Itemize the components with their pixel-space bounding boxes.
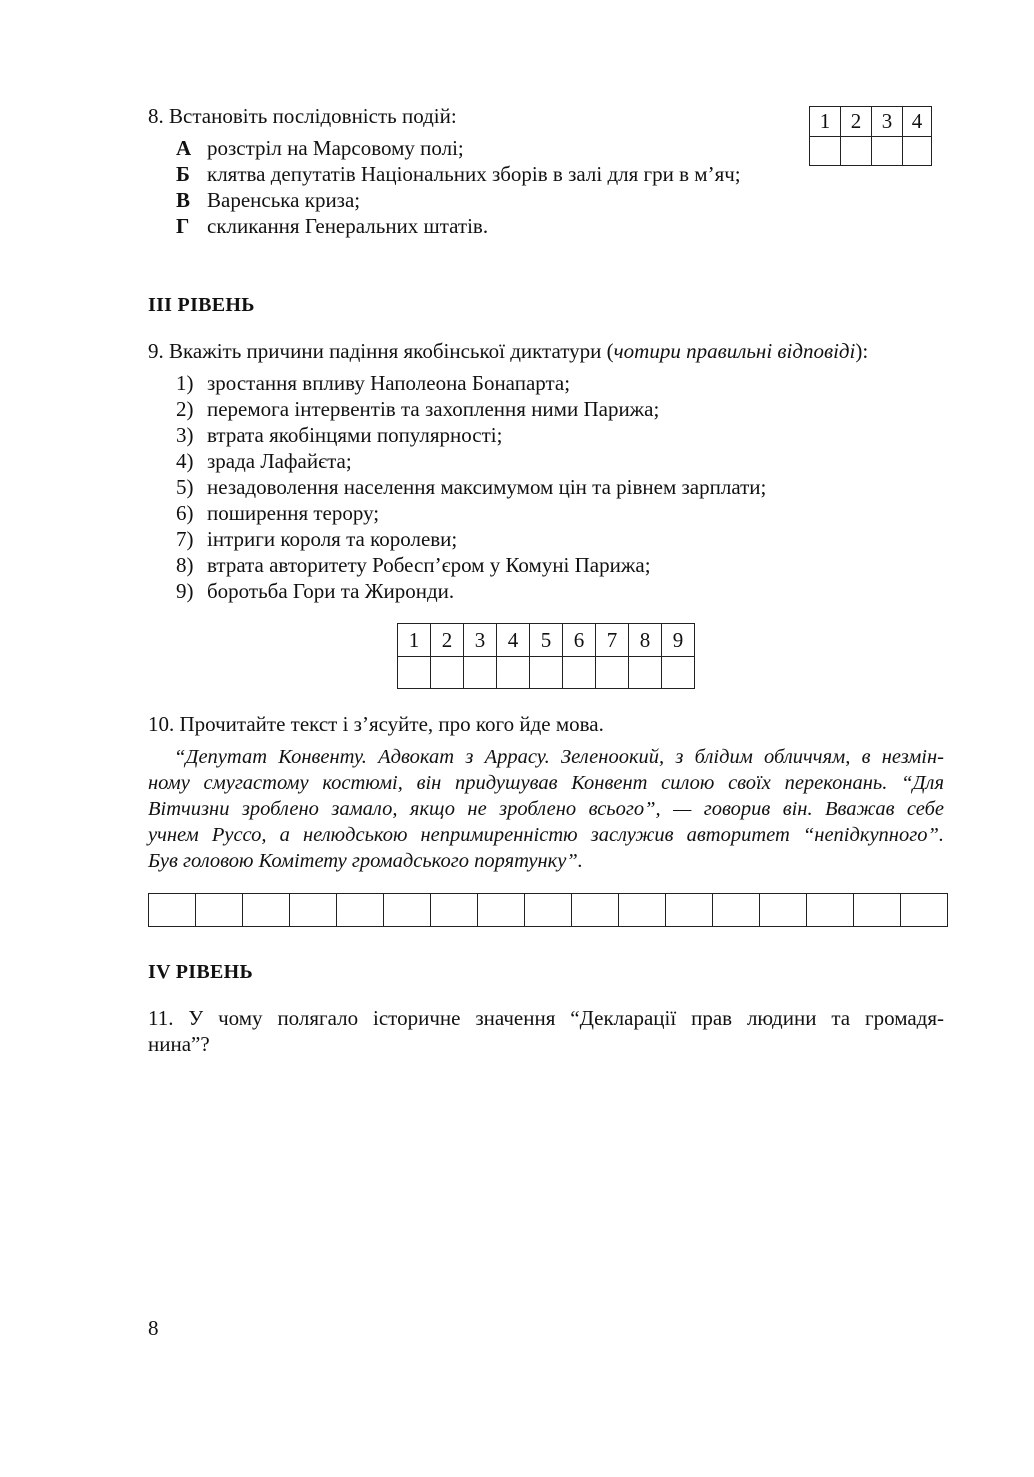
option-text: Варенська криза; — [207, 188, 361, 212]
answer-cell[interactable] — [196, 894, 243, 927]
question-11-line: 11. У чому полягало історичне значення “Декларації прав людини та громадя- — [148, 1006, 944, 1030]
option-number: 2) — [176, 397, 194, 421]
q8-option-c — [176, 187, 360, 213]
option-text: зрада Лафайєта; — [207, 449, 352, 473]
q10-answer-grid — [148, 893, 948, 927]
answer-cell[interactable] — [337, 894, 384, 927]
q9-option-1 — [176, 370, 570, 396]
q8-option-d — [176, 213, 488, 239]
option-letter: Г — [176, 214, 190, 238]
answer-cell[interactable] — [903, 137, 932, 166]
question-11 — [148, 1005, 944, 1057]
q9-option-3 — [176, 422, 502, 448]
q8-option-b — [176, 161, 741, 187]
option-text: інтриги короля та королеви; — [207, 527, 458, 551]
answer-cell[interactable] — [713, 894, 760, 927]
option-number: 5) — [176, 475, 194, 499]
option-number: 8) — [176, 553, 194, 577]
option-number: 6) — [176, 501, 194, 525]
grid-header-cell: 3 — [872, 107, 903, 137]
level-4-heading: IV РІВЕНЬ — [148, 961, 254, 983]
q9-option-6 — [176, 500, 379, 526]
option-letter: Б — [176, 162, 190, 186]
grid-header-cell: 9 — [662, 624, 695, 657]
answer-cell[interactable] — [398, 657, 431, 689]
q8-answer-grid — [809, 106, 932, 166]
grid-header-cell: 7 — [596, 624, 629, 657]
answer-cell[interactable] — [530, 657, 563, 689]
grid-header-cell: 4 — [903, 107, 932, 137]
quote-line: ному смугастому костюмі, він придушував Конвент силою своїх переконань. “Для — [148, 772, 944, 794]
answer-cell[interactable] — [619, 894, 666, 927]
quote-line-text: “Депутат Конвенту. Адвокат з Аррасу. Зеленоокий, з блідим обличчям, в незмін- — [174, 746, 944, 768]
question-9-title — [148, 339, 868, 364]
answer-cell[interactable] — [596, 657, 629, 689]
answer-cell[interactable] — [290, 894, 337, 927]
grid-header-cell: 8 — [629, 624, 662, 657]
answer-cell[interactable] — [810, 137, 841, 166]
q9-option-9 — [176, 578, 454, 604]
answer-cell[interactable] — [872, 137, 903, 166]
q9-option-8 — [176, 552, 651, 578]
answer-cell[interactable] — [384, 894, 431, 927]
answer-cell[interactable] — [760, 894, 807, 927]
answer-cell[interactable] — [431, 657, 464, 689]
option-letter: В — [176, 188, 191, 212]
option-number: 3) — [176, 423, 194, 447]
answer-cell[interactable] — [149, 894, 196, 927]
option-text: клятва депутатів Національних зборів в залі для гри в м’яч; — [207, 162, 741, 186]
answer-cell[interactable] — [629, 657, 662, 689]
option-text: перемога інтервентів та захоплення ними Парижа; — [207, 397, 660, 421]
answer-cell[interactable] — [497, 657, 530, 689]
option-text: незадоволення населення максимумом цін та рівнем зарплати; — [207, 475, 767, 499]
question-10-title: 10. Прочитайте текст і з’ясуйте, про кого йде мова. — [148, 712, 604, 736]
option-text: зростання впливу Наполеона Бонапарта; — [207, 371, 571, 395]
answer-cell[interactable] — [478, 894, 525, 927]
answer-cell[interactable] — [841, 137, 872, 166]
answer-cell[interactable] — [464, 657, 497, 689]
q9-option-5 — [176, 474, 766, 500]
answer-cell[interactable] — [662, 657, 695, 689]
grid-header-cell: 2 — [841, 107, 872, 137]
option-number: 9) — [176, 579, 194, 603]
question-11-line: нина”? — [148, 1032, 210, 1056]
answer-cell[interactable] — [901, 894, 948, 927]
option-text: поширення терору; — [207, 501, 380, 525]
option-letter: А — [176, 136, 192, 160]
grid-header-cell: 1 — [810, 107, 841, 137]
question-8-title: 8. Встановіть послідовність подій: — [148, 104, 457, 128]
q9-option-2 — [176, 396, 659, 422]
answer-cell[interactable] — [854, 894, 901, 927]
grid-header-cell: 4 — [497, 624, 530, 657]
option-text: розстріл на Марсовому полі; — [207, 136, 464, 160]
title-text: 9. Вкажіть причини падіння якобінської диктатури ( — [148, 339, 614, 363]
option-number: 1) — [176, 371, 194, 395]
grid-header-cell: 2 — [431, 624, 464, 657]
answer-cell[interactable] — [431, 894, 478, 927]
title-end: ): — [855, 339, 869, 363]
quote-line: Вітчизни зроблено замало, якщо не зроблено всього”, — говорив він. Вважав себе — [148, 798, 944, 820]
answer-cell[interactable] — [807, 894, 854, 927]
quote-line: Був головою Комітету громадського порятунку”. — [148, 850, 583, 872]
q8-option-a — [176, 135, 464, 161]
option-text: втрата авторитету Робесп’єром у Комуні Парижа; — [207, 553, 651, 577]
option-text: боротьба Гори та Жиронди. — [207, 579, 455, 603]
grid-header-cell: 1 — [398, 624, 431, 657]
answer-cell[interactable] — [243, 894, 290, 927]
level-3-heading: III РІВЕНЬ — [148, 294, 255, 316]
option-number: 4) — [176, 449, 194, 473]
quote-line: учнем Руссо, а нелюдською непримиренністю заслужив авторитет “непідкупного”. — [148, 824, 944, 846]
q9-answer-grid — [397, 623, 695, 689]
grid-header-cell: 3 — [464, 624, 497, 657]
q10-quote — [148, 744, 944, 874]
q9-option-7 — [176, 526, 457, 552]
answer-cell[interactable] — [563, 657, 596, 689]
option-number: 7) — [176, 527, 194, 551]
answer-cell[interactable] — [572, 894, 619, 927]
quote-line — [148, 744, 944, 770]
grid-header-cell: 6 — [563, 624, 596, 657]
option-text: втрата якобінцями популярності; — [207, 423, 503, 447]
option-text: скликання Генеральних штатів. — [207, 214, 489, 238]
answer-cell[interactable] — [525, 894, 572, 927]
answer-cell[interactable] — [666, 894, 713, 927]
grid-header-cell: 5 — [530, 624, 563, 657]
page-number: 8 — [148, 1316, 159, 1340]
title-note: чотири правильні відповіді — [613, 339, 856, 363]
q9-option-4 — [176, 448, 352, 474]
